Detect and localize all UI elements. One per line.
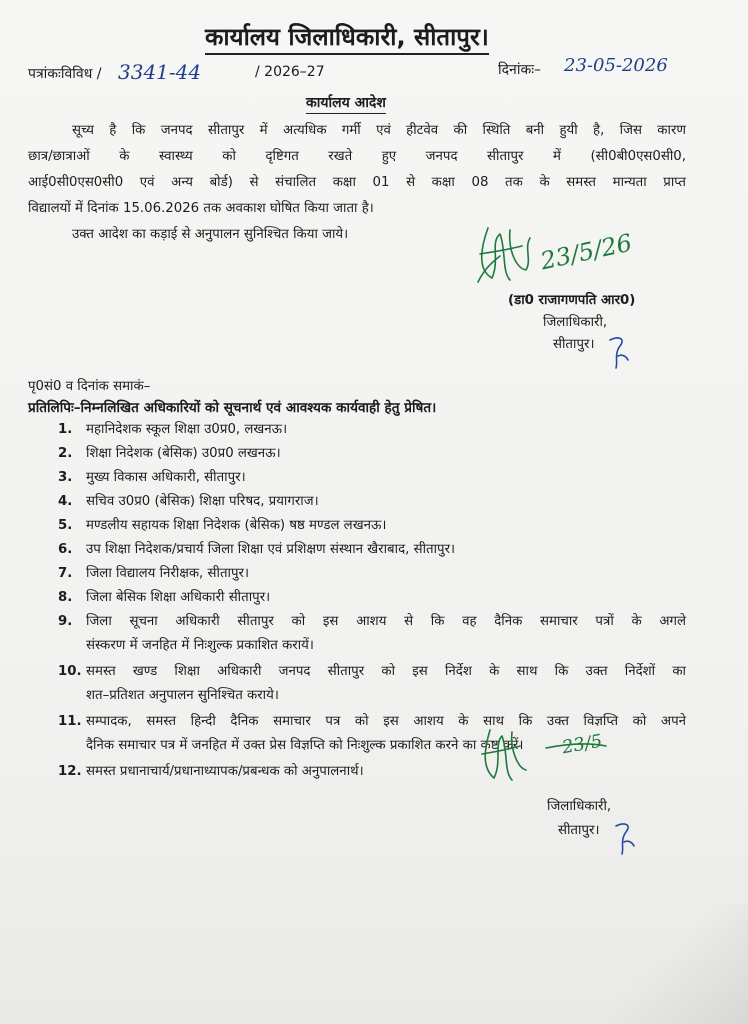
order-subject: कार्यालय आदेश <box>306 93 386 114</box>
body-line-4: विद्यालयों में दिनांक 15.06.2026 तक अवकाश घोषित किया जाता है। <box>28 201 374 216</box>
list-number: 1. <box>58 422 73 437</box>
list-number: 6. <box>58 542 73 557</box>
initial-mark-main <box>604 332 634 372</box>
body-para-2: उक्त आदेश का कड़ाई से अनुपालन सुनिश्चित किया जाये। <box>72 227 349 242</box>
list-number: 5. <box>58 518 73 533</box>
list-item: जिला विद्यालय निरीक्षक, सीतापुर। <box>86 566 249 581</box>
body-line-2: छात्र/छात्राओं के स्वास्थ्य को दृष्टिगत रखते हुए जनपद सीतापुर में (सी0बी0एस0सी0, <box>28 149 686 164</box>
list-number: 12. <box>58 764 82 779</box>
signature-date-main: 23/5/26 <box>538 228 635 276</box>
list-item: सचिव उ0प्र0 (बेसिक) शिक्षा परिषद, प्रयागराज। <box>86 494 319 509</box>
list-item-continuation: संस्करण में जनहित में निःशुल्क प्रकाशित करायें। <box>86 638 314 653</box>
copy-ref-line: पृ0सं0 व दिनांक समाकं– <box>28 379 151 394</box>
list-number: 8. <box>58 590 73 605</box>
ref-label: पत्रांकःविविध / <box>28 66 102 82</box>
ref-year: / 2026–27 <box>255 64 325 80</box>
list-number: 7. <box>58 566 73 581</box>
date-label: दिनांकः– <box>498 62 542 78</box>
list-number: 9. <box>58 614 73 629</box>
date-handwritten: 23-05-2026 <box>564 55 668 76</box>
list-item-continuation: शत–प्रतिशत अनुपालन सुनिश्चित कराये। <box>86 688 279 703</box>
list-number: 4. <box>58 494 73 509</box>
bottom-place: सीतापुर। <box>558 823 600 838</box>
list-number: 2. <box>58 446 73 461</box>
list-item: समस्त प्रधानाचार्य/प्रधानाध्यापक/प्रबन्धक को अनुपालनार्थ। <box>86 764 364 779</box>
initial-mark-bottom <box>610 818 640 858</box>
signatory-designation: जिलाधिकारी, <box>543 315 608 330</box>
list-item-continuation: दैनिक समाचार पत्र में जनहित में उक्त प्रेस विज्ञप्ति को निःशुल्क प्रकाशित करने का कष्ट करें। <box>86 738 524 753</box>
signatory-name: (डा0 राजागणपति आर0) <box>508 293 636 308</box>
list-number: 3. <box>58 470 73 485</box>
list-item: शिक्षा निदेशक (बेसिक) उ0प्र0 लखनऊ। <box>86 446 281 461</box>
signature-date-bottom: 23/5 <box>560 730 604 759</box>
ref-number-handwritten: 3341-44 <box>118 60 202 84</box>
list-item: मुख्य विकास अधिकारी, सीतापुर। <box>86 470 246 485</box>
signatory-place: सीतापुर। <box>553 337 595 352</box>
list-item: जिला सूचना अधिकारी सीतापुर को इस आशय से कि वह दैनिक समाचार पत्रों के अगले <box>86 614 686 629</box>
list-item: महानिदेशक स्कूल शिक्षा उ0प्र0, लखनऊ। <box>86 422 288 437</box>
list-item: उप शिक्षा निदेशक/प्रचार्य जिला शिक्षा एवं प्रशिक्षण संस्थान खैराबाद, सीतापुर। <box>86 542 456 557</box>
list-item: जिला बेसिक शिक्षा अधिकारी सीतापुर। <box>86 590 271 605</box>
list-item: समस्त खण्ड शिक्षा अधिकारी जनपद सीतापुर को इस निर्देश के साथ कि उक्त निर्देशों का <box>86 664 686 679</box>
body-line-3: आई0सी0एस0सी0 एवं अन्य बोर्ड) से संचालित कक्षा 01 से कक्षा 08 तक के समस्त मान्यता प्राप्त <box>28 175 686 190</box>
body-line-1: सूच्य है कि जनपद सीतापुर में अत्यधिक गर्मी एवं हीटवेव की स्थिति बनी हुयी है, जिस कारण <box>72 123 686 138</box>
page-shadow <box>608 904 748 1024</box>
list-item: सम्पादक, समस्त हिन्दी दैनिक समाचार पत्र को इस आशय के साथ कि उक्त विज्ञप्ति को अपने <box>86 714 686 729</box>
copy-heading: प्रतिलिपिः–निम्नलिखित अधिकारियों को सूचनार्थ एवं आवश्यक कार्यवाही हेतु प्रेषित। <box>28 400 437 416</box>
office-title: कार्यालय जिलाधिकारी, सीतापुर। <box>205 22 489 55</box>
list-item: मण्डलीय सहायक शिक्षा निदेशक (बेसिक) षष्ठ मण्डल लखनऊ। <box>86 518 387 533</box>
list-number: 10. <box>58 664 82 679</box>
list-number: 11. <box>58 714 82 729</box>
bottom-designation: जिलाधिकारी, <box>547 799 612 814</box>
